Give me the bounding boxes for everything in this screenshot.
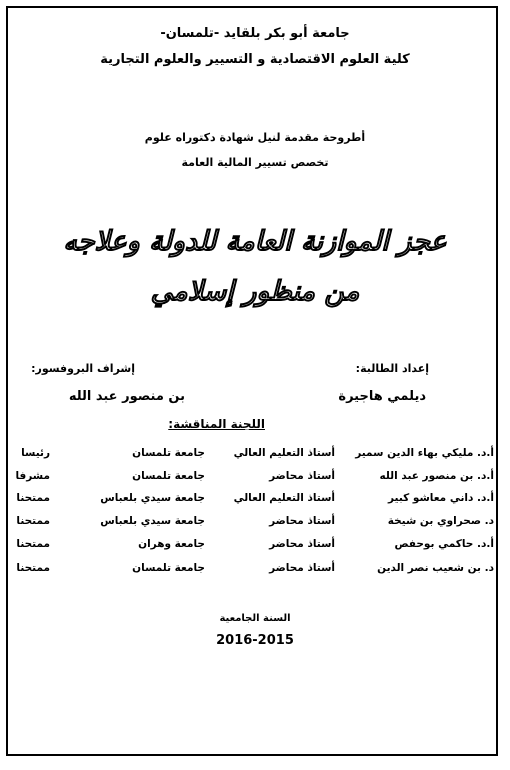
thesis-title-line-1: عجز الموازنة العامة للدولة وعلاجه (63, 226, 447, 257)
thesis-specialty-line: تخصص تسيير المالية العامة (181, 156, 329, 169)
thesis-degree-line: أطروحة مقدمة لنيل شهادة دكتوراه علوم (144, 131, 366, 144)
university-name: جامعة أبو بكر بلقايد -تلمسان- (160, 26, 350, 41)
committee-row (0, 562, 510, 582)
committee-heading: اللجنة المناقشة: (168, 417, 265, 431)
student-label: إعداد الطالبة: (355, 362, 429, 375)
committee-row (0, 538, 510, 558)
member-university: جامعة سيدي بلعباس (100, 492, 205, 504)
supervisor-name: بن منصور عبد الله (68, 389, 185, 404)
committee-row (0, 515, 510, 535)
thesis-title-line-2: من منظور إسلامي (150, 276, 360, 307)
member-role: رئيسا (21, 447, 50, 459)
member-rank: أستاذ محاضر (269, 538, 335, 550)
member-name: أ.د. داني معاشو كبير (388, 492, 494, 504)
committee-row (0, 470, 510, 490)
member-role: ممتحنا (16, 492, 50, 504)
academic-year-value: 2016-2015 (216, 633, 294, 648)
member-rank: أستاذ التعليم العالي (233, 492, 335, 504)
member-role: ممتحنا (16, 538, 50, 550)
faculty-name: كلية العلوم الاقتصادية و التسيير والعلوم التجارية (100, 52, 410, 67)
member-name: د. بن شعيب نصر الدين (377, 562, 494, 574)
committee-row (0, 447, 510, 467)
member-name: د. صحراوي بن شيخة (387, 515, 494, 527)
member-name: أ.د. بن منصور عبد الله (379, 470, 494, 482)
academic-year-label: السنة الجامعية (219, 613, 291, 624)
member-role: ممتحنا (16, 515, 50, 527)
member-university: جامعة تلمسان (132, 447, 205, 459)
supervisor-label: إشراف البروفسور: (31, 362, 135, 375)
member-rank: أستاذ محاضر (269, 515, 335, 527)
member-rank: أستاذ محاضر (269, 470, 335, 482)
member-university: جامعة تلمسان (132, 470, 205, 482)
member-name: أ.د. حاكمي بوحفص (394, 538, 494, 550)
member-name: أ.د. مليكي بهاء الدين سمير (355, 447, 494, 459)
member-rank: أستاذ التعليم العالي (233, 447, 335, 459)
member-role: ممتحنا (16, 562, 50, 574)
student-name: ديلمي هاجيرة (338, 389, 426, 404)
member-role: مشرفا (15, 470, 50, 482)
member-university: جامعة وهران (138, 538, 205, 550)
member-university: جامعة تلمسان (132, 562, 205, 574)
member-rank: أستاذ محاضر (269, 562, 335, 574)
committee-row (0, 492, 510, 512)
member-university: جامعة سيدي بلعباس (100, 515, 205, 527)
